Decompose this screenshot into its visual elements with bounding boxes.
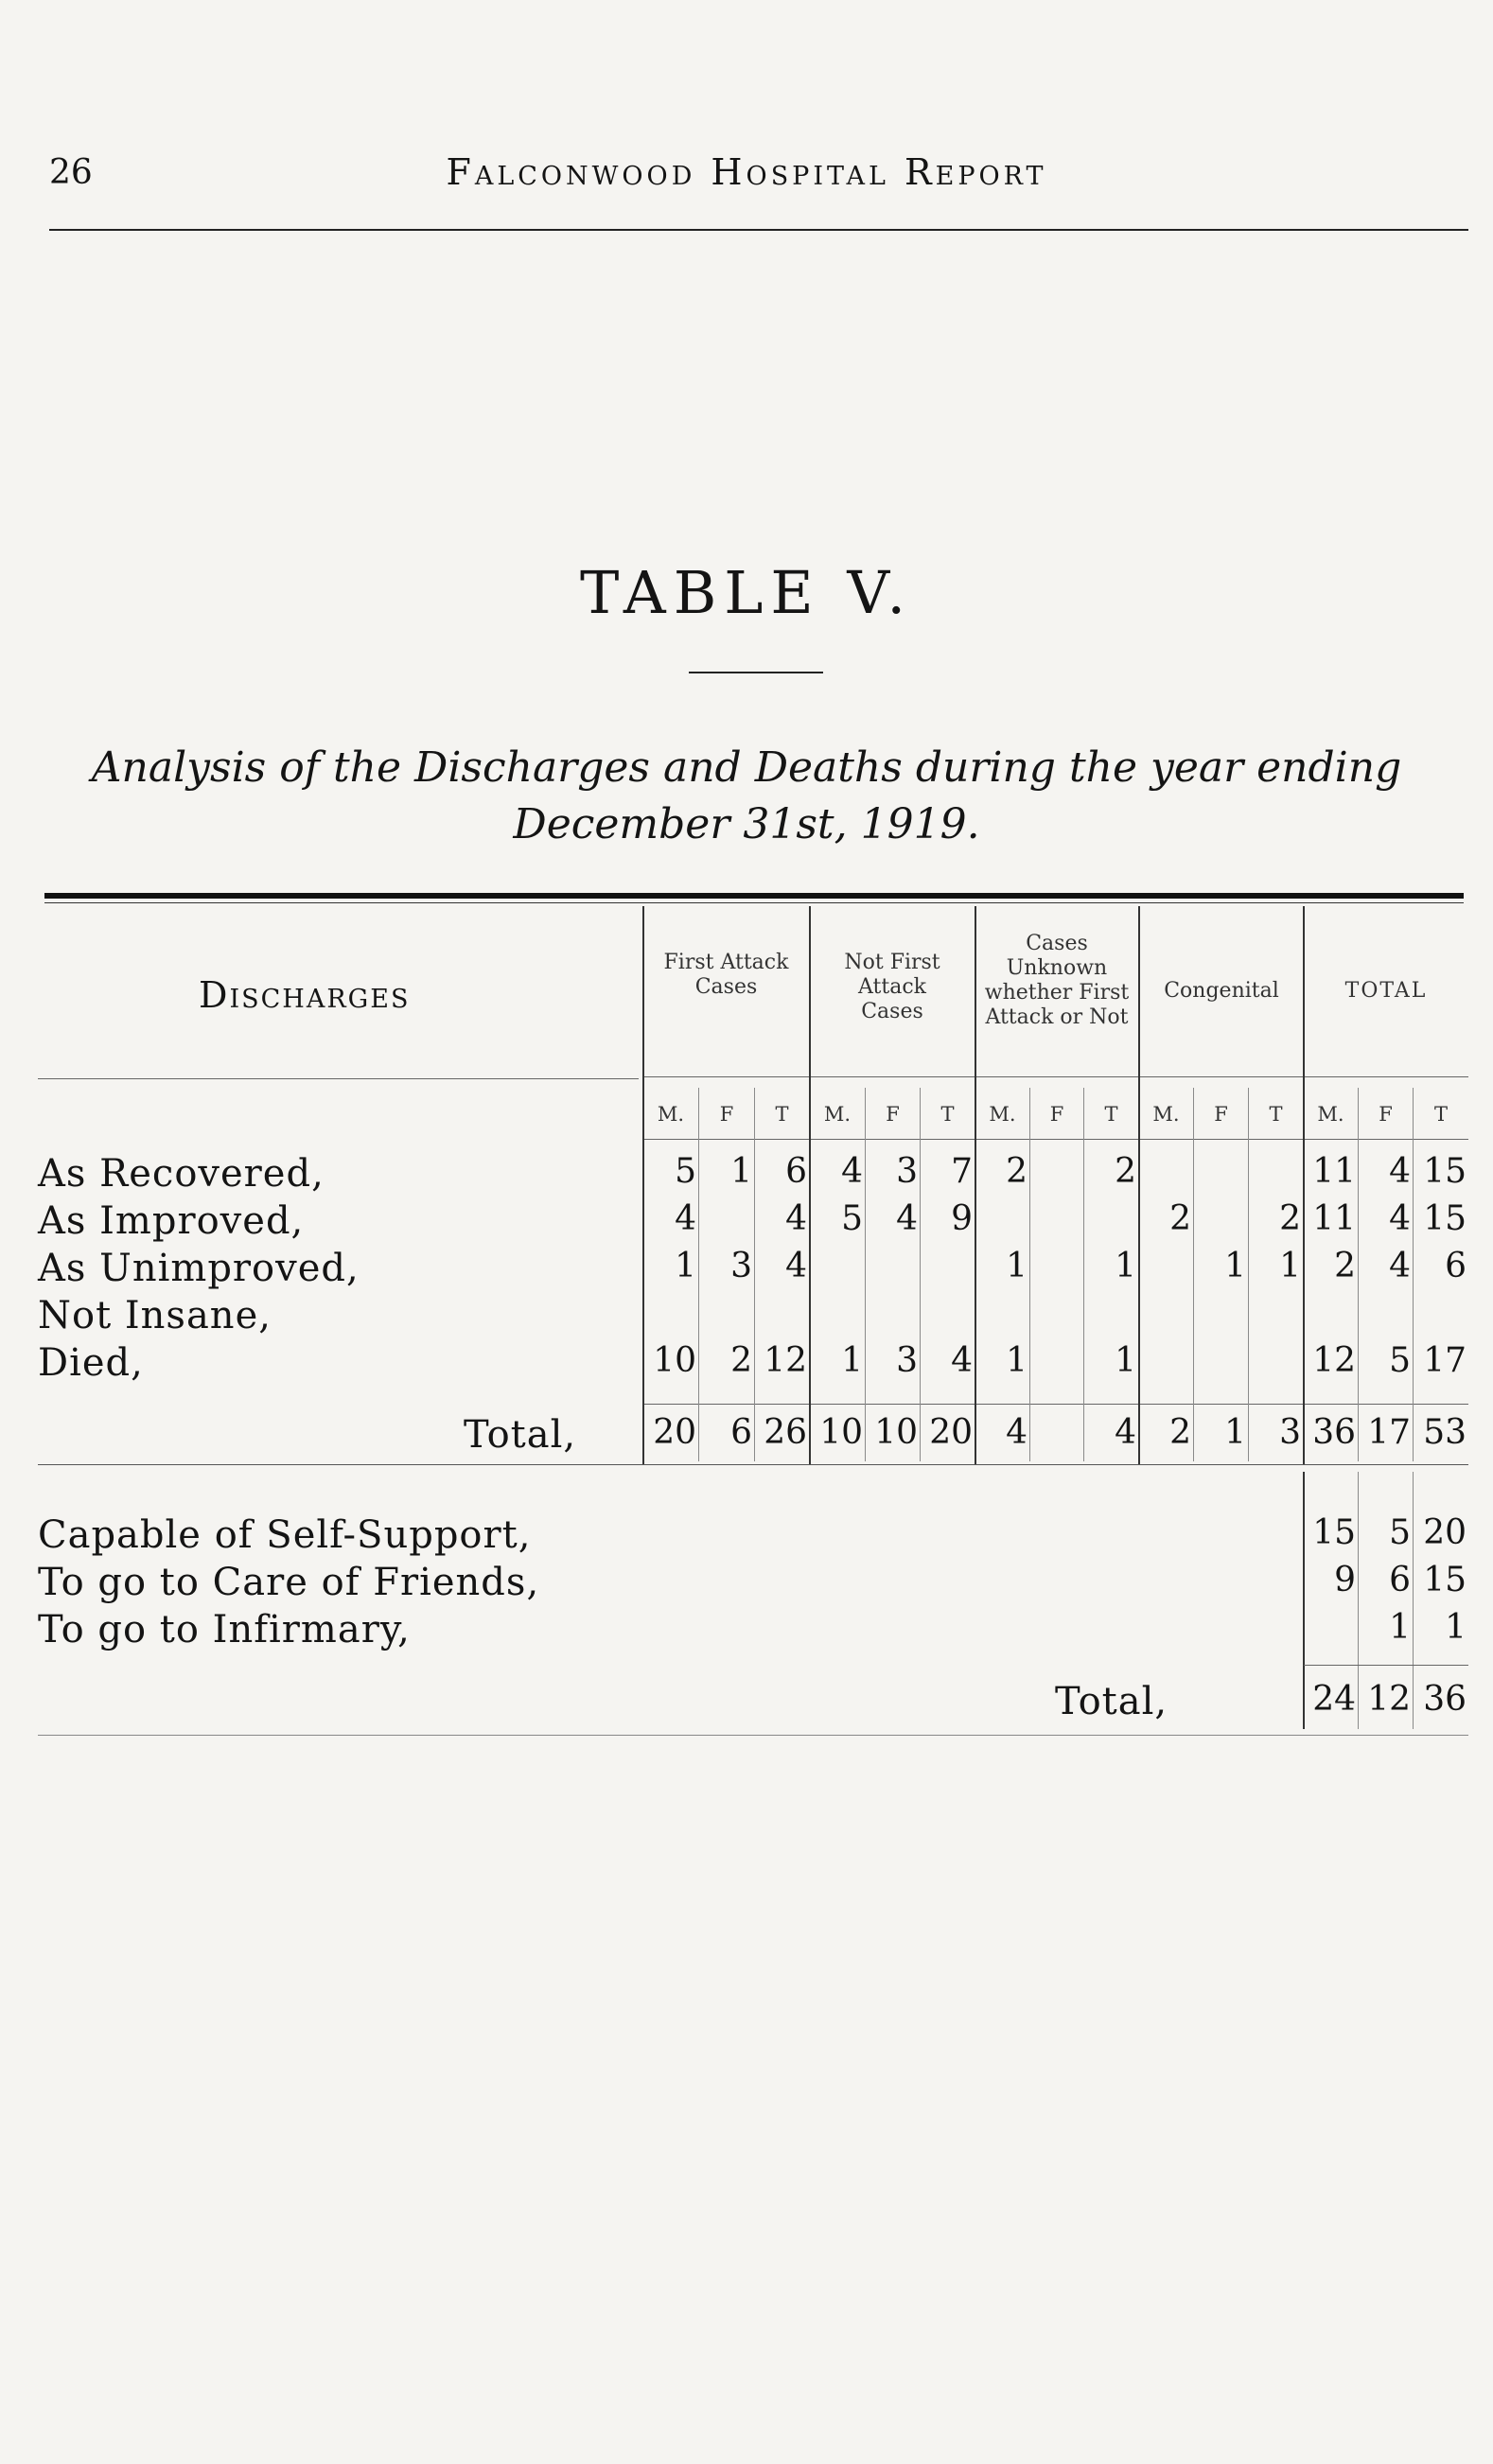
header-separator [38,1078,639,1079]
subcol-divider [1358,1472,1359,1729]
row-label-unimproved: As Unimproved, [38,1247,360,1290]
second-total-cell: 24 [1312,1680,1356,1719]
total-label: Total, [464,1413,577,1457]
total-cell: 4 [1115,1413,1136,1452]
second-total-separator [1304,1665,1468,1666]
subhead-f: F [1214,1103,1228,1126]
table-cell: 5 [675,1152,696,1191]
group-header-not-first-attack [810,951,975,1024]
group-divider [809,906,811,1464]
subcol-divider [920,1088,921,1461]
group-separator [643,1076,1468,1077]
table-cell: 17 [1423,1341,1467,1380]
total-cell: 10 [819,1413,863,1452]
subhead-t: T [940,1103,955,1126]
table-cell: 4 [1389,1152,1411,1191]
subhead-t: T [1433,1103,1448,1126]
subcol-divider [1193,1088,1194,1461]
total-cell: 2 [1169,1413,1191,1452]
second-table-cell: 20 [1423,1513,1467,1552]
page-number: 26 [49,153,93,192]
group-divider [1303,906,1305,1464]
table-cell: 1 [1006,1341,1028,1380]
subcol-divider [1029,1088,1030,1461]
second-table-cell: 1 [1389,1608,1411,1647]
row-label-self-support: Capable of Self-Support, [38,1513,532,1557]
subhead-t: T [1269,1103,1283,1126]
bottom-rule [38,1735,1468,1736]
table-cell: 12 [764,1341,807,1380]
group-header-congenital [1139,979,1304,1004]
subtitle-line-1: Analysis of the Discharges and Deaths during the year ending [91,743,1402,792]
group-divider [975,906,976,1464]
group-divider [642,906,644,1464]
row-label-care-of-friends: To go to Care of Friends, [38,1561,540,1604]
subcol-divider [1358,1088,1359,1461]
second-total-cell: 36 [1423,1680,1467,1719]
table-cell: 12 [1312,1341,1356,1380]
table-cell: 7 [951,1152,973,1191]
second-total-cell: 12 [1367,1680,1411,1719]
row-label-not-insane: Not Insane, [38,1294,272,1337]
group-label: Not First Attack Cases [844,951,940,1023]
row-label-infirmary: To go to Infirmary, [38,1608,411,1651]
second-table-cell: 9 [1334,1561,1356,1599]
table-cell: 5 [1389,1341,1411,1380]
subcol-divider [1248,1088,1249,1461]
table-cell: 4 [841,1152,863,1191]
table-cell: 4 [951,1341,973,1380]
total-cell: 6 [730,1413,752,1452]
total-cell: 36 [1312,1413,1356,1452]
table-cell: 2 [730,1341,752,1380]
table-cell: 1 [730,1152,752,1191]
table-cell: 6 [785,1152,807,1191]
subcol-divider [698,1088,699,1461]
total-cell: 20 [929,1413,973,1452]
table-cell: 4 [785,1247,807,1285]
subhead-m: M. [823,1103,852,1126]
table-cell: 10 [653,1341,696,1380]
table-cell: 4 [896,1199,918,1238]
table-cell: 6 [1445,1247,1467,1285]
table-cell: 2 [1169,1199,1191,1238]
subhead-f: F [886,1103,900,1126]
subcol-divider [754,1088,755,1461]
subhead-t: T [1104,1103,1118,1126]
table-cell: 9 [951,1199,973,1238]
total-cell: 53 [1423,1413,1467,1452]
table-cell: 1 [1115,1341,1136,1380]
subhead-m: M. [1317,1103,1344,1126]
group-header-total [1304,979,1468,1004]
second-table-cell: 1 [1445,1608,1467,1647]
subhead-f: F [1049,1103,1064,1126]
subcol-divider [1413,1088,1414,1461]
group-divider [1138,906,1140,1464]
header-rule [49,229,1468,231]
group-label: TOTAL [1344,979,1428,1003]
table-cell: 4 [675,1199,696,1238]
total-cell: 20 [653,1413,696,1452]
group-label: First Attack Cases [663,951,789,999]
second-table-cell: 15 [1423,1561,1467,1599]
title-rule [689,672,823,673]
group-divider [1303,1472,1305,1729]
subhead-f: F [719,1103,734,1126]
subhead-f: F [1379,1103,1393,1126]
table-cell: 1 [1006,1247,1028,1285]
table-title: TABLE V. [579,558,914,627]
subtitle-line-2: December 31st, 1919. [513,800,980,848]
table-cell: 15 [1423,1152,1467,1191]
group-header-first-attack [643,951,809,1000]
total-cell: 4 [1006,1413,1028,1452]
table-top-thin-rule [44,902,1464,903]
row-header: Discharges [199,974,411,1016]
table-cell: 1 [1279,1247,1301,1285]
group-header-unknown [975,932,1138,1030]
table-bottom-rule [38,1464,1468,1465]
table-cell: 11 [1312,1152,1356,1191]
subhead-t: T [775,1103,789,1126]
table-top-rule [44,893,1464,899]
subhead-separator [643,1139,1468,1140]
table-cell: 4 [785,1199,807,1238]
second-table-cell: 15 [1312,1513,1356,1552]
table-cell: 1 [675,1247,696,1285]
table-cell: 5 [841,1199,863,1238]
table-cell: 1 [1224,1247,1246,1285]
table-cell: 2 [1279,1199,1301,1238]
table-cell: 11 [1312,1199,1356,1238]
table-cell: 2 [1115,1152,1136,1191]
total-cell: 17 [1367,1413,1411,1452]
second-table-cell: 6 [1389,1561,1411,1599]
row-label-died: Died, [38,1341,144,1385]
total-separator [643,1404,1468,1405]
table-cell: 4 [1389,1199,1411,1238]
group-label: Cases Unknown whether First Attack or Not [984,932,1130,1029]
subcol-divider [1083,1088,1084,1461]
table-cell: 3 [730,1247,752,1285]
table-cell: 2 [1334,1247,1356,1285]
subcol-divider [1413,1472,1414,1729]
total-cell: 3 [1279,1413,1301,1452]
total-cell: 26 [764,1413,807,1452]
running-title: Falconwood Hospital Report [446,151,1047,193]
table-cell: 1 [841,1341,863,1380]
group-label: Congenital [1164,979,1279,1003]
table-cell: 2 [1006,1152,1028,1191]
subhead-m: M. [989,1103,1016,1126]
second-total-label: Total, [1055,1680,1168,1723]
subhead-m: M. [657,1103,685,1126]
total-cell: 1 [1224,1413,1246,1452]
subcol-divider [865,1088,866,1461]
table-cell: 15 [1423,1199,1467,1238]
row-label-recovered: As Recovered, [38,1152,325,1196]
subhead-m: M. [1152,1103,1180,1126]
table-cell: 1 [1115,1247,1136,1285]
total-cell: 10 [874,1413,918,1452]
table-cell: 3 [896,1152,918,1191]
table-cell: 4 [1389,1247,1411,1285]
table-cell: 3 [896,1341,918,1380]
second-table-cell: 5 [1389,1513,1411,1552]
row-label-improved: As Improved, [38,1199,305,1243]
